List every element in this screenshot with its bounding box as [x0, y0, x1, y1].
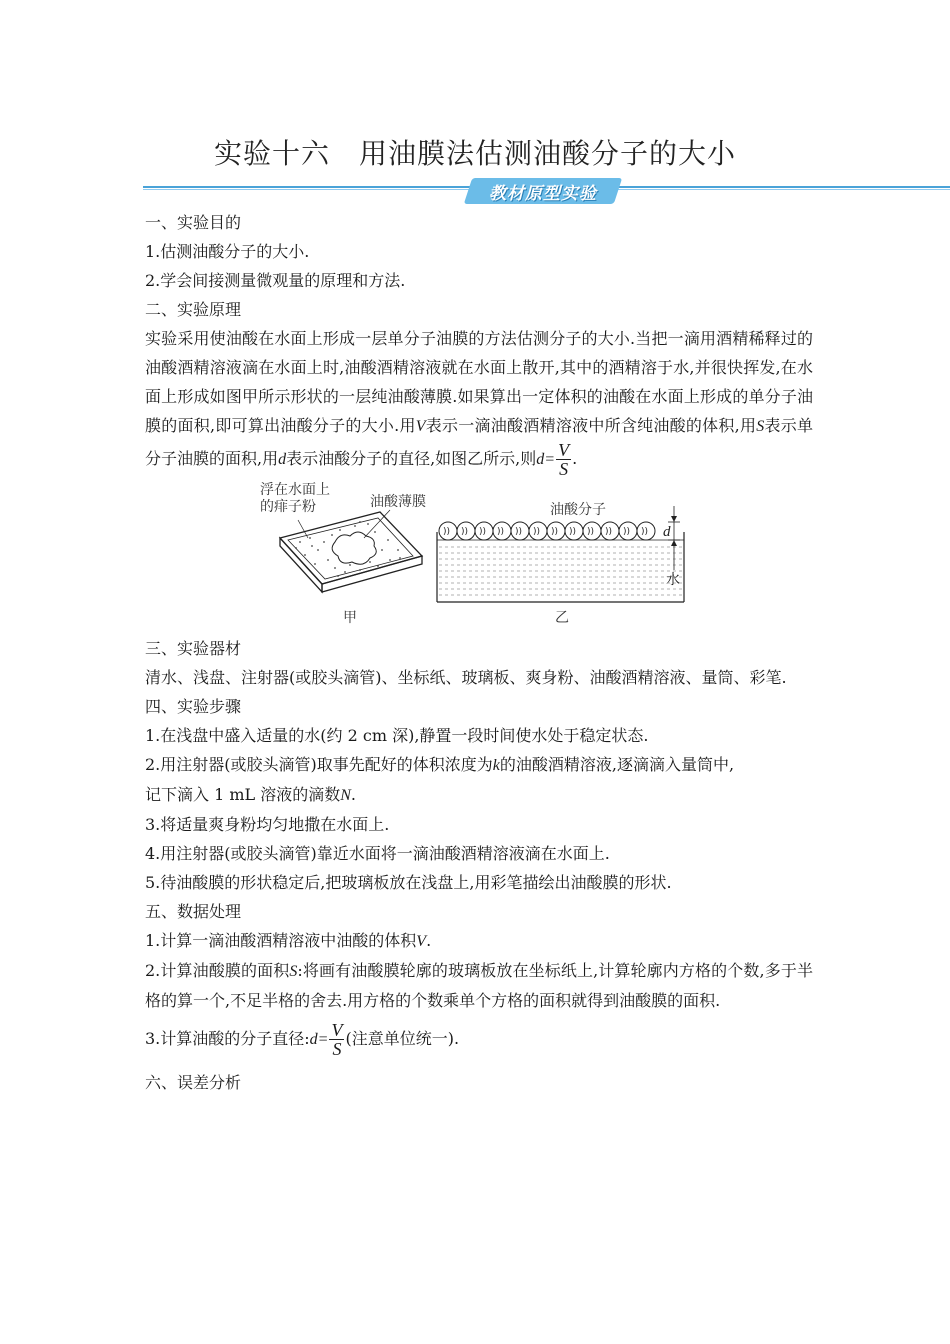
step-5: 5.待油酸膜的形状稳定后,把玻璃板放在浅盘上,用彩笔描绘出油酸膜的形状. [145, 873, 672, 892]
caption-a: 甲 [343, 610, 357, 626]
fraction-denominator: S [559, 459, 569, 479]
svg-text:)): )) [497, 527, 505, 537]
page-title: 实验十六 用油膜法估测油酸分子的大小 [213, 137, 736, 170]
symbol-d: d [278, 451, 287, 468]
data-item-1 [145, 926, 813, 956]
purpose-item-1: 1.估测油酸分子的大小. [145, 242, 310, 261]
symbol-v: V [415, 418, 426, 435]
svg-text:)): )) [569, 527, 577, 537]
symbol-k: k [492, 757, 500, 774]
step-2-text-d: . [350, 785, 357, 804]
svg-text:)): )) [605, 527, 613, 537]
svg-text:)): )) [623, 527, 631, 537]
formula-lhs: d= [536, 451, 556, 468]
principle-text-3: 表示单分子油膜的面积,用 [145, 416, 813, 468]
section-heading-principle: 二、实验原理 [145, 300, 242, 319]
fraction-numerator-2: V [331, 1020, 343, 1040]
principle-text-2: 表示一滴油酸酒精溶液中所含纯油酸的体积,用 [425, 416, 757, 435]
step-4: 4.用注射器(或胶头滴管)靠近水面将一滴油酸酒精溶液滴在水面上. [145, 844, 610, 863]
data-item-2-text-b: :将画有油酸膜轮廓的玻璃板放在坐标纸上,计算轮廓内方格的个数,多于半格的算一个,不足半格的舍去.用方格的个数乘单个方格的面积就得到油酸膜的面积. [145, 961, 813, 1010]
data-item-1-text: 1.计算一滴油酸酒精溶液中油酸的体积 [145, 931, 417, 950]
section-heading-steps: 四、实验步骤 [145, 697, 242, 716]
symbol-s: S [756, 418, 765, 435]
label-water: 水 [666, 572, 680, 588]
formula-fraction-2 [329, 1021, 344, 1058]
step-2 [145, 750, 813, 810]
label-molecule: 油酸分子 [550, 502, 606, 518]
svg-text:)): )) [461, 527, 469, 537]
data-item-3-note: (注意单位统一). [345, 1029, 460, 1048]
data-item-2 [145, 956, 813, 1015]
data-item-3-text: 3.计算油酸的分子直径: [145, 1029, 310, 1048]
svg-text:)): )) [479, 527, 487, 537]
symbol-n: N [340, 787, 351, 804]
svg-text:)): )) [641, 527, 649, 537]
formula-fraction [556, 441, 571, 478]
svg-text:)): )) [443, 527, 451, 537]
principle-text-1: 实验采用使油酸在水面上形成一层单分子油膜的方法估测分子的大小.当把一滴用酒精稀释过的油酸酒精溶液滴在水面上时,油酸酒精溶液就在水面上散开,其中的酒精溶于水,并很快挥发,在水面上形成如图甲所示形状的一层纯油酸薄膜.如果算出一定体积的油酸在水面上形成的单分子油膜的面积,即可算出油酸分子的大小.用 [145, 329, 813, 435]
formula-lhs-2: d= [309, 1031, 329, 1048]
document-body [145, 208, 813, 1097]
label-powder-line1: 浮在水面上 [260, 482, 330, 498]
section-heading-purpose: 一、实验目的 [145, 213, 242, 232]
step-2-text-a: 2.用注射器(或胶头滴管)取事先配好的体积浓度为 [145, 755, 493, 774]
step-2-text-c: 记下滴入 1 mL 溶液的滴数 [145, 785, 341, 804]
svg-text:)): )) [587, 527, 595, 537]
step-3: 3.将适量爽身粉均匀地撒在水面上. [145, 815, 390, 834]
section-heading-error: 六、误差分析 [145, 1073, 242, 1092]
experiment-figure [145, 480, 813, 630]
label-d: d [663, 524, 671, 540]
step-2-text-b: 的油酸酒精溶液,逐滴滴入量筒中, [499, 755, 735, 774]
data-item-1-end: . [426, 931, 432, 950]
banner-label: 教材原型实验 [489, 184, 597, 204]
data-item-3 [145, 1021, 813, 1058]
section-heading-data: 五、数据处理 [145, 902, 242, 921]
label-powder-line2: 的痱子粉 [260, 499, 316, 515]
fraction-numerator: V [558, 440, 570, 460]
caption-b: 乙 [555, 610, 569, 626]
symbol-s-2: S [289, 963, 298, 980]
principle-text-4: 表示油酸分子的直径,如图乙所示,则 [286, 449, 537, 468]
figure-b-monolayer [437, 506, 684, 602]
formula-end: . [572, 449, 578, 468]
label-film: 油酸薄膜 [370, 494, 426, 510]
svg-text:)): )) [515, 527, 523, 537]
section-heading-equipment: 三、实验器材 [145, 639, 242, 658]
principle-paragraph [145, 324, 813, 478]
step-1: 1.在浅盘中盛入适量的水(约 2 cm 深),静置一段时间使水处于稳定状态. [145, 726, 649, 745]
figure-a-tray [280, 510, 422, 592]
symbol-v-2: V [416, 933, 427, 950]
svg-text:)): )) [551, 527, 559, 537]
section-banner [143, 178, 950, 204]
fraction-denominator-2: S [332, 1039, 342, 1059]
purpose-item-2: 2.学会间接测量微观量的原理和方法. [145, 271, 406, 290]
svg-text:)): )) [533, 527, 541, 537]
equipment-text: 清水、浅盘、注射器(或胶头滴管)、坐标纸、玻璃板、爽身粉、油酸酒精溶液、量筒、彩笔. [145, 668, 787, 687]
figure-svg [240, 480, 700, 630]
data-item-2-text-a: 2.计算油酸膜的面积 [145, 961, 290, 980]
